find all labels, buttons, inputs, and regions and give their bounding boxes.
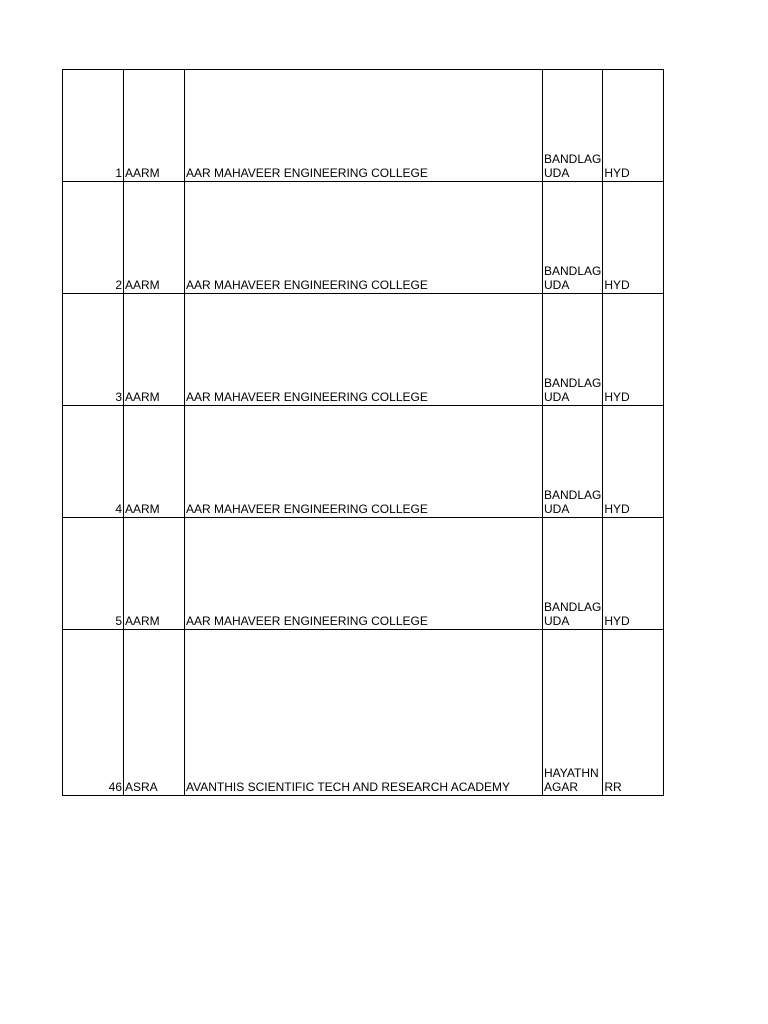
district-cell: HYD — [603, 406, 664, 518]
area-line-1: BANDLAG — [544, 488, 602, 502]
area-cell — [543, 294, 603, 406]
area-line-2: UDA — [544, 502, 570, 516]
college-name-cell: AVANTHIS SCIENTIFIC TECH AND RESEARCH ACADEMY — [185, 630, 543, 796]
area-line-1: BANDLAG — [544, 264, 602, 278]
table-row — [63, 630, 664, 796]
serial-number-cell: 5 — [63, 518, 124, 630]
serial-number-cell: 3 — [63, 294, 124, 406]
serial-number-cell: 2 — [63, 182, 124, 294]
college-code-cell: AARM — [124, 406, 185, 518]
district-cell: HYD — [603, 70, 664, 182]
serial-number-cell: 46 — [63, 630, 124, 796]
college-code-cell: AARM — [124, 182, 185, 294]
district-cell: RR — [603, 630, 664, 796]
district-cell: HYD — [603, 294, 664, 406]
area-line-2: UDA — [544, 614, 570, 628]
college-code-cell: ASRA — [124, 630, 185, 796]
district-cell: HYD — [603, 182, 664, 294]
college-code-cell: AARM — [124, 518, 185, 630]
district-cell: HYD — [603, 518, 664, 630]
area-cell — [543, 70, 603, 182]
college-code-cell: AARM — [124, 70, 185, 182]
table-row — [63, 70, 664, 182]
college-name-cell: AAR MAHAVEER ENGINEERING COLLEGE — [185, 182, 543, 294]
area-line-1: BANDLAG — [544, 376, 602, 390]
table-row — [63, 294, 664, 406]
college-name-cell: AAR MAHAVEER ENGINEERING COLLEGE — [185, 70, 543, 182]
table-row — [63, 518, 664, 630]
table-row — [63, 406, 664, 518]
area-line-2: UDA — [544, 166, 570, 180]
college-name-cell: AAR MAHAVEER ENGINEERING COLLEGE — [185, 294, 543, 406]
area-line-1: BANDLAG — [544, 600, 602, 614]
area-line-1: HAYATHN — [544, 766, 599, 780]
college-code-cell: AARM — [124, 294, 185, 406]
area-cell — [543, 518, 603, 630]
area-cell — [543, 630, 603, 796]
serial-number-cell: 1 — [63, 70, 124, 182]
area-line-2: AGAR — [544, 780, 579, 794]
area-cell — [543, 406, 603, 518]
area-cell — [543, 182, 603, 294]
serial-number-cell: 4 — [63, 406, 124, 518]
college-name-cell: AAR MAHAVEER ENGINEERING COLLEGE — [185, 406, 543, 518]
college-table — [62, 69, 664, 796]
college-name-cell: AAR MAHAVEER ENGINEERING COLLEGE — [185, 518, 543, 630]
area-line-2: UDA — [544, 390, 570, 404]
area-line-1: BANDLAG — [544, 152, 602, 166]
table-row — [63, 182, 664, 294]
area-line-2: UDA — [544, 278, 570, 292]
